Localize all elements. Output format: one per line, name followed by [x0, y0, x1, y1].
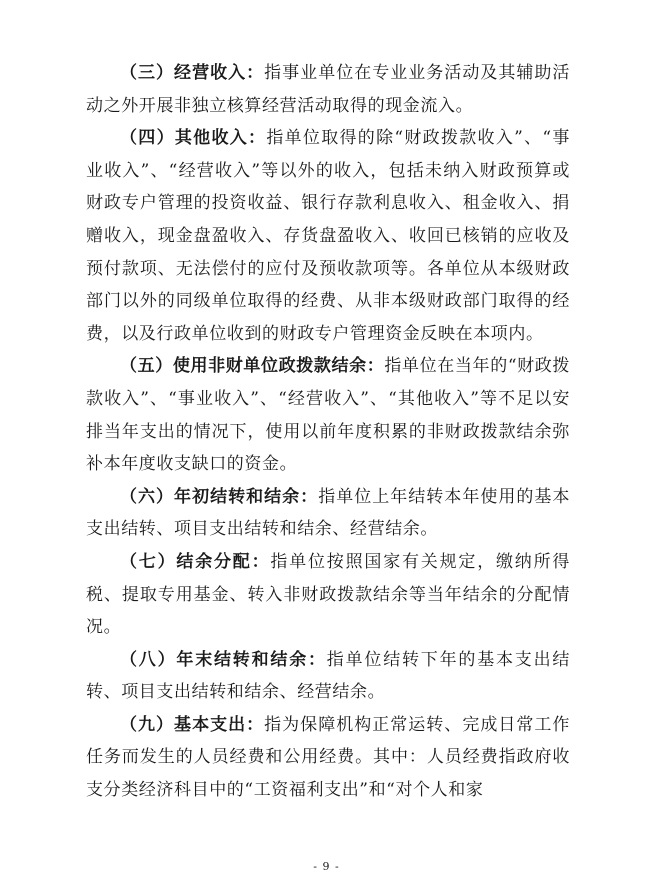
term-heading: （六）年初结转和结余：	[120, 486, 319, 507]
paragraph-non-fiscal-surplus	[86, 350, 570, 480]
paragraph-operating-income	[86, 57, 570, 122]
paragraph-surplus-distribution	[86, 546, 570, 644]
term-heading: （八）年末结转和结余：	[120, 649, 327, 670]
document-body	[86, 57, 570, 807]
paragraph-text: 指单位按照国家有关规定，缴纳所得税、提取专用基金、转入非财政拨款结余等当年结余的分配情况。	[86, 551, 570, 638]
paragraph-text: 指单位上年结转本年使用的基本支出结转、项目支出结转和结余、经营结余。	[86, 486, 570, 540]
paragraph-text: 指为保障机构正常运转、完成日常工作任务而发生的人员经费和公用经费。其中：人员经费指政府收支分类经济科目中的“工资福利支出”和“对个人和家	[86, 714, 570, 801]
term-heading: （九）基本支出：	[120, 714, 265, 735]
paragraph-opening-balance	[86, 481, 570, 546]
term-heading: （七）结余分配：	[120, 551, 271, 572]
term-heading: （四）其他收入：	[120, 128, 267, 149]
paragraph-text: 指单位在当年的“财政拨款收入”、“事业收入”、“经营收入”、“其他收入”等不足以安排当年支出的情况下，使用以前年度积累的非财政拨款结余弥补本年度收支缺口的资金。	[86, 356, 570, 475]
term-heading: （五）使用非财单位政拨款结余：	[120, 356, 385, 377]
paragraph-basic-expenditure	[86, 709, 570, 807]
paragraph-text: 指事业单位在专业业务活动及其辅助活动之外开展非独立核算经营活动取得的现金流入。	[86, 63, 570, 116]
paragraph-closing-balance	[86, 644, 570, 709]
term-heading: （三）经营收入：	[120, 63, 265, 83]
page-number: - 9 -	[313, 860, 340, 873]
paragraph-text: 指单位结转下年的基本支出结转、项目支出结转和结余、经营结余。	[86, 649, 570, 703]
paragraph-text: 指单位取得的除“财政拨款收入”、“事业收入”、“经营收入”等以外的收入，包括未纳入财政预算或财政专户管理的投资收益、银行存款利息收入、租金收入、捐赠收入，现金盘盈收入、存货盘盈收入、收回已核销的应收及预付款项、无法偿付的应付及预收款项等。各单位从本级财政部门以外的同级单位取得的经费、从非本级财政部门取得的经费，以及行政单位收到的财政专户管理资金反映在本项内。	[86, 128, 570, 344]
paragraph-other-income	[86, 122, 570, 350]
